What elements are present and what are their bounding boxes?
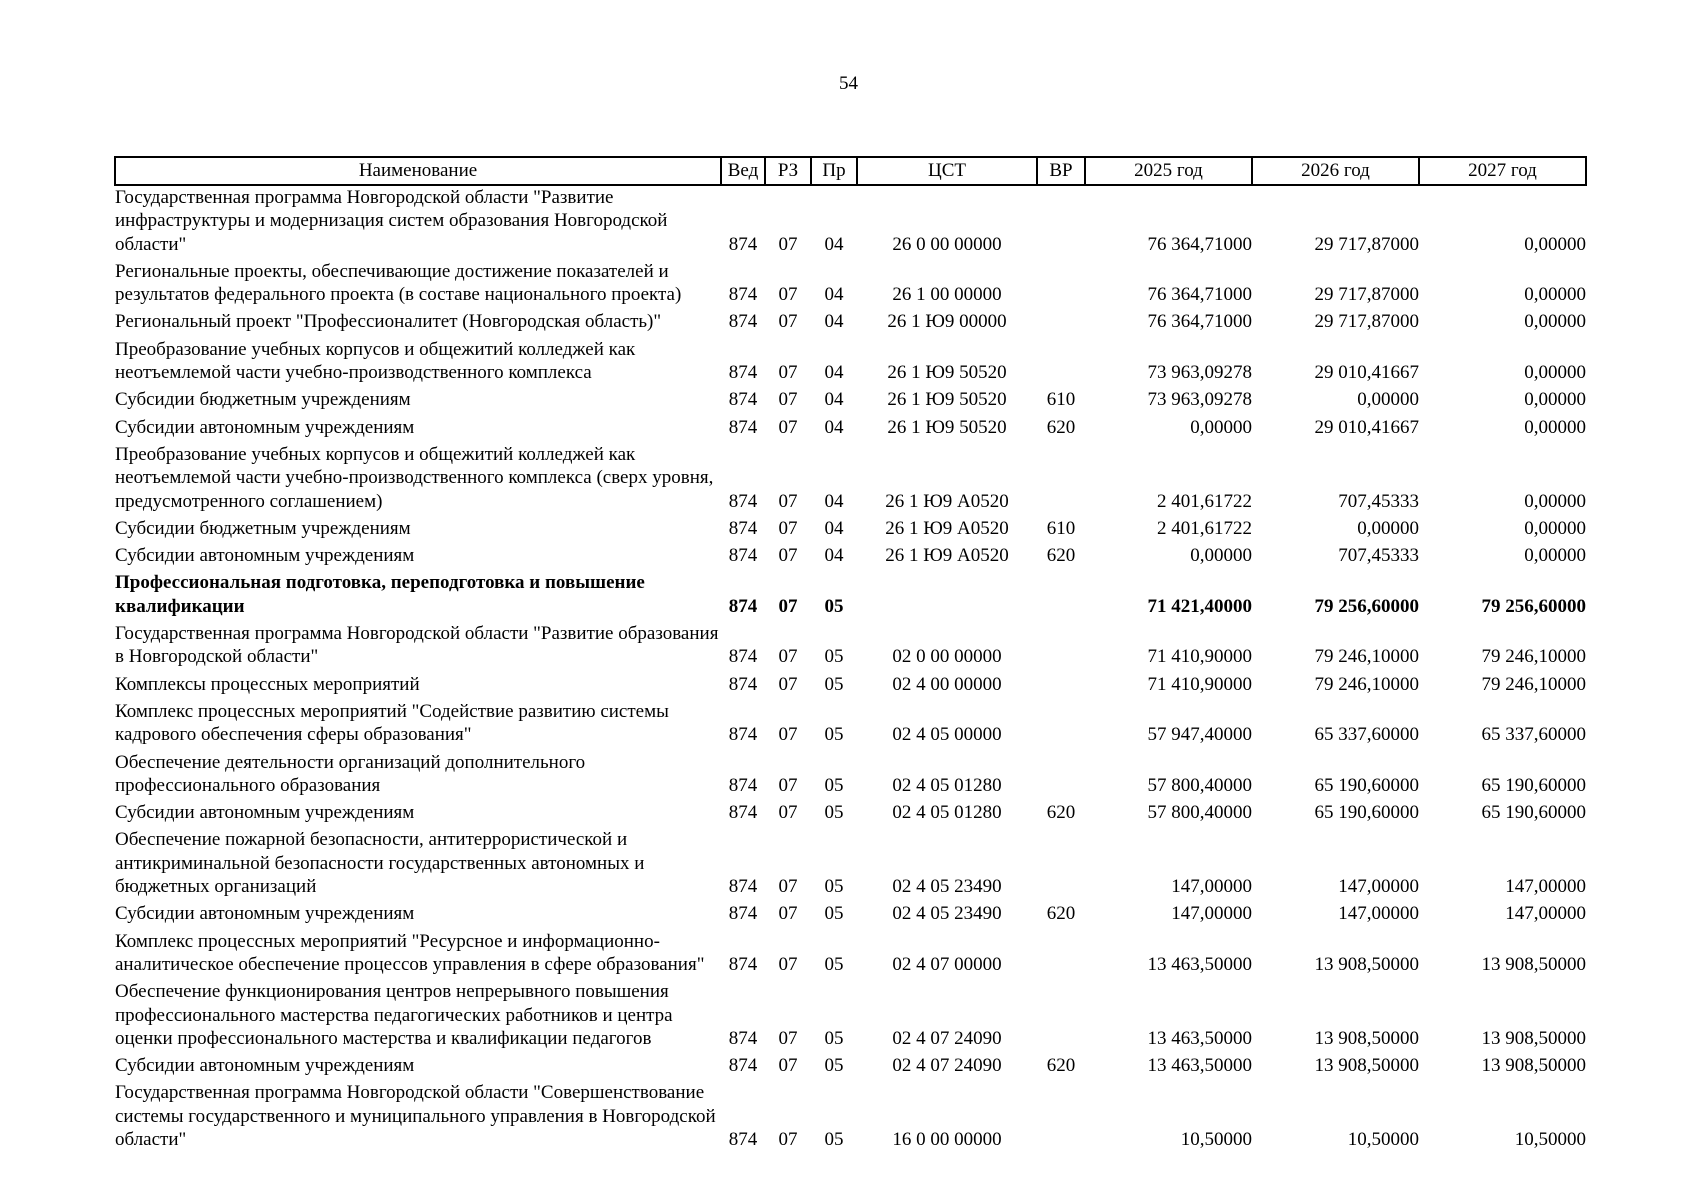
row-pr: 05	[824, 1027, 844, 1049]
row-vr	[1037, 571, 1085, 622]
row-2026: 147,00000	[1338, 903, 1419, 925]
row-2027: 10,50000	[1514, 1128, 1586, 1150]
row-2025: 57 800,40000	[1147, 774, 1252, 796]
row-pr: 05	[824, 673, 844, 695]
header-ved: Вед	[721, 157, 765, 185]
row-ved: 874	[728, 774, 758, 796]
row-2026: 707,45333	[1338, 490, 1419, 512]
row-rz: 07	[778, 1055, 798, 1077]
row-pr: 04	[824, 517, 844, 539]
row-vr: 610	[1046, 389, 1076, 411]
row-cst: 26 1 Ю9 00000	[887, 311, 1007, 333]
table-row	[115, 1081, 1586, 1155]
row-name: Субсидии автономным учреждениям	[115, 545, 415, 567]
row-ved: 874	[728, 673, 758, 695]
table-row	[115, 544, 1586, 571]
row-2026: 29 717,87000	[1314, 233, 1419, 255]
row-2027: 0,00000	[1524, 233, 1586, 255]
table-row	[115, 828, 1586, 902]
row-vr	[1037, 930, 1085, 981]
row-pr: 05	[824, 774, 844, 796]
row-2027: 13 908,50000	[1481, 1027, 1586, 1049]
row-name: Преобразование учебных корпусов и общежитий колледжей как неотъемлемой части учебно-производственного комплекса	[115, 338, 636, 384]
row-rz: 07	[778, 903, 798, 925]
row-2026: 0,00000	[1357, 389, 1419, 411]
row-2026: 29 717,87000	[1314, 284, 1419, 306]
row-pr: 05	[824, 802, 844, 824]
row-rz: 07	[778, 1027, 798, 1049]
row-2027: 65 337,60000	[1481, 724, 1586, 746]
row-rz: 07	[778, 802, 798, 824]
table-row	[115, 751, 1586, 802]
row-vr	[1037, 260, 1085, 311]
row-name: Субсидии бюджетным учреждениям	[115, 389, 411, 411]
row-cst: 26 1 Ю9 A0520	[885, 490, 1009, 512]
row-vr: 610	[1046, 517, 1076, 539]
table-row	[115, 338, 1586, 389]
row-ved: 874	[728, 545, 758, 567]
row-2027: 79 246,10000	[1481, 673, 1586, 695]
row-2026: 29 717,87000	[1314, 311, 1419, 333]
table-row	[115, 980, 1586, 1054]
row-ved: 874	[728, 724, 758, 746]
row-vr	[1037, 1081, 1085, 1155]
row-name: Субсидии автономным учреждениям	[115, 903, 415, 925]
row-name: Субсидии автономным учреждениям	[115, 1055, 415, 1077]
row-vr	[1037, 310, 1085, 337]
row-cst: 26 1 Ю9 A0520	[885, 517, 1009, 539]
row-ved: 874	[728, 490, 758, 512]
row-cst: 02 4 07 24090	[892, 1027, 1002, 1049]
table-header	[115, 157, 1586, 185]
row-vr	[1037, 622, 1085, 673]
row-cst: 26 1 Ю9 50520	[887, 362, 1007, 384]
row-2026: 13 908,50000	[1314, 1055, 1419, 1077]
row-2025: 10,50000	[1180, 1128, 1252, 1150]
row-cst: 02 0 00 00000	[892, 646, 1002, 668]
row-name: Государственная программа Новгородской области "Развитие инфраструктуры и модернизация систем образования Новгородской области"	[115, 187, 668, 255]
row-pr: 04	[824, 311, 844, 333]
row-name: Комплексы процессных мероприятий	[115, 673, 420, 695]
row-2026: 79 256,60000	[1314, 595, 1419, 617]
row-vr	[1037, 700, 1085, 751]
row-rz: 07	[778, 416, 798, 438]
budget-table	[114, 156, 1587, 1155]
row-name: Обеспечение деятельности организаций дополнительного профессионального образования	[115, 751, 586, 796]
row-2027: 0,00000	[1524, 389, 1586, 411]
row-rz: 07	[778, 876, 798, 898]
row-2026: 13 908,50000	[1314, 953, 1419, 975]
table-row	[115, 930, 1586, 981]
header-name: Наименование	[115, 157, 721, 185]
row-vr: 620	[1046, 416, 1076, 438]
row-2025: 0,00000	[1190, 416, 1252, 438]
row-2027: 13 908,50000	[1481, 1055, 1586, 1077]
header-rz: РЗ	[765, 157, 811, 185]
row-2025: 57 947,40000	[1147, 724, 1252, 746]
row-ved: 874	[728, 416, 758, 438]
row-2027: 65 190,60000	[1481, 802, 1586, 824]
row-pr: 04	[824, 545, 844, 567]
row-2025: 147,00000	[1171, 903, 1252, 925]
row-name: Государственная программа Новгородской области "Развитие образования в Новгородской области"	[115, 623, 719, 668]
row-rz: 07	[778, 774, 798, 796]
row-2026: 29 010,41667	[1314, 416, 1419, 438]
row-rz: 07	[778, 284, 798, 306]
row-name: Комплекс процессных мероприятий "Содействие развитию системы кадрового обеспечения сферы образования"	[115, 700, 669, 746]
row-rz: 07	[778, 490, 798, 512]
header-2027: 2027 год	[1419, 157, 1586, 185]
table-row	[115, 1054, 1586, 1081]
row-vr	[1037, 443, 1085, 517]
row-2027: 0,00000	[1524, 490, 1586, 512]
header-cst: ЦСТ	[857, 157, 1037, 185]
row-ved: 874	[728, 953, 758, 975]
row-2025: 73 963,09278	[1147, 362, 1252, 384]
row-name: Обеспечение функционирования центров непрерывного повышения профессионального мастерства педагогических работников и центра оценки профессионального мастерства и квалификации педагогов	[115, 981, 673, 1049]
row-rz: 07	[778, 389, 798, 411]
row-vr	[1037, 751, 1085, 802]
row-name: Субсидии автономным учреждениям	[115, 802, 415, 824]
row-2025: 13 463,50000	[1147, 953, 1252, 975]
row-cst: 02 4 00 00000	[892, 673, 1002, 695]
page-number: 54	[839, 73, 858, 94]
row-2027: 13 908,50000	[1481, 953, 1586, 975]
row-pr: 04	[824, 490, 844, 512]
row-ved: 874	[728, 233, 758, 255]
row-ved: 874	[728, 646, 758, 668]
row-ved: 874	[728, 389, 758, 411]
row-pr: 05	[824, 1055, 844, 1077]
row-vr	[1037, 673, 1085, 700]
row-2025: 2 401,61722	[1157, 517, 1252, 539]
row-pr: 05	[824, 595, 844, 617]
table-row	[115, 673, 1586, 700]
row-2027: 0,00000	[1524, 362, 1586, 384]
row-ved: 874	[728, 517, 758, 539]
row-ved: 874	[728, 362, 758, 384]
row-2026: 13 908,50000	[1314, 1027, 1419, 1049]
row-cst: 26 1 Ю9 50520	[887, 416, 1007, 438]
row-name: Государственная программа Новгородской области "Совершенствование системы государственного и муниципального управления в Новгородской области"	[115, 1082, 716, 1150]
row-rz: 07	[778, 1128, 798, 1150]
header-2026: 2026 год	[1252, 157, 1419, 185]
row-rz: 07	[778, 953, 798, 975]
row-2027: 0,00000	[1524, 416, 1586, 438]
table-body	[115, 185, 1586, 1155]
row-rz: 07	[778, 233, 798, 255]
row-2026: 79 246,10000	[1314, 673, 1419, 695]
row-2026: 147,00000	[1338, 876, 1419, 898]
header-2025: 2025 год	[1085, 157, 1252, 185]
row-2025: 76 364,71000	[1147, 311, 1252, 333]
table-row	[115, 388, 1586, 415]
row-cst: 26 0 00 00000	[892, 233, 1002, 255]
row-2025: 13 463,50000	[1147, 1027, 1252, 1049]
row-vr: 620	[1046, 802, 1076, 824]
row-2027: 0,00000	[1524, 517, 1586, 539]
row-2025: 71 421,40000	[1147, 595, 1252, 617]
table-row	[115, 517, 1586, 544]
row-name: Субсидии бюджетным учреждениям	[115, 517, 411, 539]
row-vr	[1037, 338, 1085, 389]
row-2026: 0,00000	[1357, 517, 1419, 539]
row-cst: 26 1 Ю9 50520	[887, 389, 1007, 411]
row-ved: 874	[728, 1027, 758, 1049]
row-2027: 0,00000	[1524, 311, 1586, 333]
row-name: Региональные проекты, обеспечивающие достижение показателей и результатов федерального проекта (в составе национального проекта)	[115, 260, 682, 306]
row-2025: 2 401,61722	[1157, 490, 1252, 512]
row-2027: 0,00000	[1524, 545, 1586, 567]
row-pr: 04	[824, 362, 844, 384]
row-pr: 04	[824, 416, 844, 438]
row-name: Профессиональная подготовка, переподготовка и повышение квалификации	[115, 572, 645, 617]
row-pr: 04	[824, 233, 844, 255]
row-pr: 05	[824, 876, 844, 898]
row-vr: 620	[1046, 1055, 1076, 1077]
row-cst: 26 1 00 00000	[892, 284, 1002, 306]
row-pr: 05	[824, 903, 844, 925]
row-cst: 02 4 05 23490	[892, 876, 1002, 898]
row-2027: 147,00000	[1505, 903, 1586, 925]
row-pr: 04	[824, 284, 844, 306]
row-2027: 79 256,60000	[1481, 595, 1586, 617]
row-cst: 02 4 05 01280	[892, 802, 1002, 824]
row-ved: 874	[728, 311, 758, 333]
row-name: Субсидии автономным учреждениям	[115, 416, 415, 438]
row-vr: 620	[1046, 545, 1076, 567]
row-ved: 874	[728, 595, 758, 617]
row-2025: 57 800,40000	[1147, 802, 1252, 824]
row-cst	[857, 571, 1037, 622]
row-ved: 874	[728, 802, 758, 824]
table-row	[115, 571, 1586, 622]
row-2026: 707,45333	[1338, 545, 1419, 567]
row-2027: 65 190,60000	[1481, 774, 1586, 796]
row-2025: 76 364,71000	[1147, 284, 1252, 306]
row-2025: 71 410,90000	[1147, 673, 1252, 695]
table-row	[115, 185, 1586, 260]
row-pr: 05	[824, 724, 844, 746]
table-row	[115, 260, 1586, 311]
row-rz: 07	[778, 646, 798, 668]
row-vr	[1037, 828, 1085, 902]
row-pr: 05	[824, 1128, 844, 1150]
row-2025: 13 463,50000	[1147, 1055, 1252, 1077]
row-2026: 29 010,41667	[1314, 362, 1419, 384]
row-name: Обеспечение пожарной безопасности, антитеррористической и антикриминальной безопасности государственных автономных и бюджетных организаций	[115, 829, 645, 898]
header-row	[115, 157, 1586, 185]
row-2025: 147,00000	[1171, 876, 1252, 898]
row-ved: 874	[728, 1055, 758, 1077]
header-vr: ВР	[1037, 157, 1085, 185]
row-2026: 79 246,10000	[1314, 646, 1419, 668]
row-cst: 02 4 05 01280	[892, 774, 1002, 796]
row-rz: 07	[778, 517, 798, 539]
row-vr	[1037, 185, 1085, 260]
row-cst: 02 4 05 23490	[892, 903, 1002, 925]
row-rz: 07	[778, 595, 798, 617]
row-pr: 05	[824, 646, 844, 668]
row-2025: 73 963,09278	[1147, 389, 1252, 411]
row-2025: 76 364,71000	[1147, 233, 1252, 255]
table-row	[115, 622, 1586, 673]
row-cst: 02 4 05 00000	[892, 724, 1002, 746]
row-name: Комплекс процессных мероприятий "Ресурсное и информационно-аналитическое обеспечение процессов управления в сфере образования"	[115, 930, 705, 975]
row-pr: 05	[824, 953, 844, 975]
row-name: Региональный проект "Профессионалитет (Новгородская область)"	[115, 311, 662, 333]
row-ved: 874	[728, 1128, 758, 1150]
row-cst: 26 1 Ю9 A0520	[885, 545, 1009, 567]
row-2026: 65 190,60000	[1314, 802, 1419, 824]
row-2025: 71 410,90000	[1147, 646, 1252, 668]
header-pr: Пр	[811, 157, 857, 185]
table-row	[115, 416, 1586, 443]
row-pr: 04	[824, 389, 844, 411]
table-row	[115, 700, 1586, 751]
row-rz: 07	[778, 545, 798, 567]
row-2026: 65 190,60000	[1314, 774, 1419, 796]
row-ved: 874	[728, 903, 758, 925]
row-rz: 07	[778, 673, 798, 695]
row-2026: 10,50000	[1347, 1128, 1419, 1150]
row-cst: 02 4 07 00000	[892, 953, 1002, 975]
row-name: Преобразование учебных корпусов и общежитий колледжей как неотъемлемой части учебно-производственного комплекса (сверх уровня, предусмотренного соглашением)	[115, 443, 714, 512]
row-rz: 07	[778, 311, 798, 333]
row-vr	[1037, 980, 1085, 1054]
row-2027: 79 246,10000	[1481, 646, 1586, 668]
row-rz: 07	[778, 724, 798, 746]
row-2025: 0,00000	[1190, 545, 1252, 567]
row-ved: 874	[728, 284, 758, 306]
row-cst: 02 4 07 24090	[892, 1055, 1002, 1077]
row-cst: 16 0 00 00000	[892, 1128, 1002, 1150]
row-2026: 65 337,60000	[1314, 724, 1419, 746]
table-row	[115, 902, 1586, 929]
row-rz: 07	[778, 362, 798, 384]
row-ved: 874	[728, 876, 758, 898]
row-2027: 147,00000	[1505, 876, 1586, 898]
table-row	[115, 310, 1586, 337]
row-2027: 0,00000	[1524, 284, 1586, 306]
row-vr: 620	[1046, 903, 1076, 925]
table-row	[115, 443, 1586, 517]
table-row	[115, 801, 1586, 828]
